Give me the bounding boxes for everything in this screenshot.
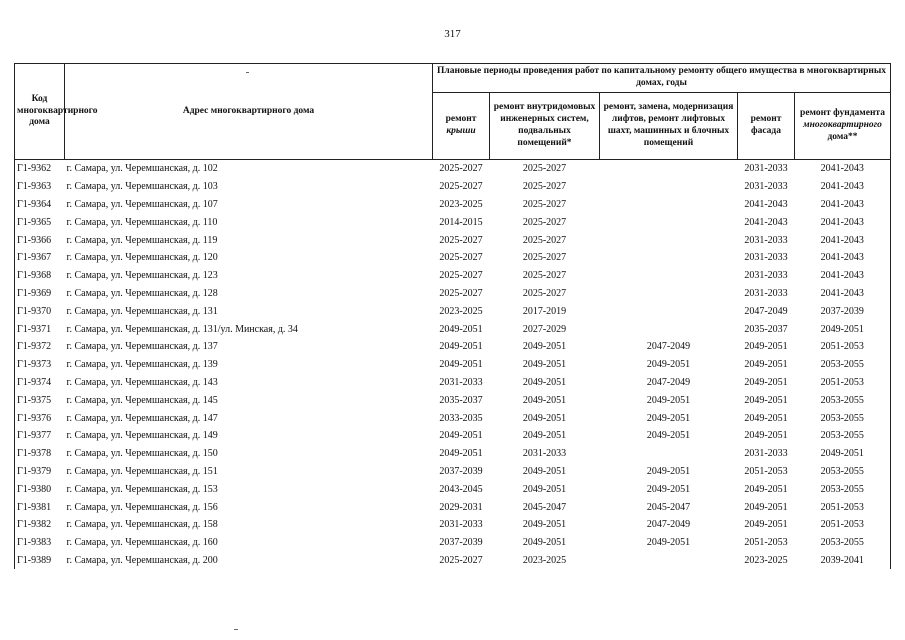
cell-roof: 2031-2033 <box>439 519 483 531</box>
table-row <box>15 302 891 320</box>
cell-lifts: 2047-2049 <box>646 341 691 353</box>
cell-systems: 2025-2027 <box>522 234 567 246</box>
cell-facade: 2049-2051 <box>744 430 788 442</box>
cell-lifts: 2047-2049 <box>646 376 691 388</box>
cell-address: г. Самара, ул. Черемшанская, д. 139 <box>66 359 218 371</box>
cell-address: г. Самара, ул. Черемшанская, д. 103 <box>66 181 218 193</box>
cell-code: Г1-9363 <box>15 178 65 196</box>
cell-roof: 2049-2051 <box>439 341 483 353</box>
cell-code: Г1-9372 <box>15 338 65 356</box>
cell-systems: 2045-2047 <box>522 501 567 513</box>
cell-foundation: 2053-2055 <box>795 534 891 552</box>
table-row <box>15 516 891 534</box>
table-row <box>15 213 891 231</box>
cell-lifts <box>600 302 738 320</box>
cell-systems: 2049-2051 <box>522 359 567 371</box>
cell-foundation: 2051-2053 <box>795 498 891 516</box>
cell-lifts <box>600 445 738 463</box>
cell-facade: 2049-2051 <box>744 394 788 406</box>
cell-roof: 2043-2045 <box>439 483 483 495</box>
cell-address: г. Самара, ул. Черемшанская, д. 200 <box>66 554 218 566</box>
cell-address: г. Самара, ул. Черемшанская, д. 128 <box>66 287 218 299</box>
cell-foundation: 2049-2051 <box>795 320 891 338</box>
cell-systems: 2027-2029 <box>522 323 567 335</box>
cell-facade: 2051-2053 <box>744 465 788 477</box>
repair-schedule-table <box>14 63 891 569</box>
cell-facade: 2049-2051 <box>744 519 788 531</box>
cell-lifts <box>600 213 738 231</box>
cell-roof: 2025-2027 <box>439 287 483 299</box>
cell-systems: 2049-2051 <box>522 465 567 477</box>
cell-foundation: 2041-2043 <box>795 213 891 231</box>
cell-roof: 2049-2051 <box>439 323 483 335</box>
header-foundation-line1: ремонт фундамента <box>800 108 885 119</box>
cell-roof: 2037-2039 <box>439 537 483 549</box>
cell-facade: 2031-2033 <box>744 252 788 264</box>
cell-code: Г1-9364 <box>15 196 65 214</box>
cell-code: Г1-9377 <box>15 427 65 445</box>
scan-mark-bottom <box>234 629 238 630</box>
cell-facade: 2031-2033 <box>744 181 788 193</box>
cell-systems: 2025-2027 <box>522 163 567 175</box>
cell-code: Г1-9366 <box>15 231 65 249</box>
cell-code: Г1-9381 <box>15 498 65 516</box>
cell-foundation: 2041-2043 <box>795 196 891 214</box>
cell-roof: 2023-2025 <box>439 305 483 317</box>
header-facade-line1: ремонт <box>750 114 782 125</box>
cell-lifts <box>600 285 738 303</box>
table-row <box>15 445 891 463</box>
cell-address: г. Самара, ул. Черемшанская, д. 137 <box>66 341 218 353</box>
cell-systems: 2031-2033 <box>522 448 567 460</box>
header-systems: ремонт внутридомовых инженерных систем, подвальных помещений* <box>490 93 600 160</box>
cell-address: г. Самара, ул. Черемшанская, д. 145 <box>66 394 218 406</box>
table-row <box>15 427 891 445</box>
table-row <box>15 534 891 552</box>
table-row <box>15 320 891 338</box>
cell-facade: 2031-2033 <box>744 448 788 460</box>
cell-systems: 2017-2019 <box>522 305 567 317</box>
header-lifts: ремонт, замена, модернизация лифтов, ремонт лифтовых шахт, машинных и блочных помещений <box>600 93 738 160</box>
header-facade <box>738 93 795 160</box>
cell-systems: 2049-2051 <box>522 519 567 531</box>
cell-code: Г1-9379 <box>15 463 65 481</box>
cell-facade: 2049-2051 <box>744 341 788 353</box>
cell-systems: 2049-2051 <box>522 376 567 388</box>
cell-code: Г1-9365 <box>15 213 65 231</box>
header-facade-line2: фасада <box>751 126 781 136</box>
cell-address: г. Самара, ул. Черемшанская, д. 150 <box>66 448 218 460</box>
cell-code: Г1-9371 <box>15 320 65 338</box>
header-address: Адрес многоквартирного дома <box>65 64 433 160</box>
cell-systems: 2023-2025 <box>522 554 567 566</box>
cell-systems: 2049-2051 <box>522 483 567 495</box>
cell-facade: 2041-2043 <box>744 216 788 228</box>
cell-foundation: 2053-2055 <box>795 463 891 481</box>
cell-code: Г1-9378 <box>15 445 65 463</box>
header-roof <box>433 93 490 160</box>
cell-address: г. Самара, ул. Черемшанская, д. 147 <box>66 412 218 424</box>
cell-address: г. Самара, ул. Черемшанская, д. 149 <box>66 430 218 442</box>
cell-lifts: 2049-2051 <box>646 394 691 406</box>
cell-facade: 2023-2025 <box>744 554 788 566</box>
cell-foundation: 2053-2055 <box>795 356 891 374</box>
cell-code: Г1-9375 <box>15 391 65 409</box>
table-row <box>15 552 891 570</box>
cell-systems: 2025-2027 <box>522 216 567 228</box>
page-number: 317 <box>444 28 461 40</box>
cell-address: г. Самара, ул. Черемшанская, д. 160 <box>66 537 218 549</box>
cell-systems: 2025-2027 <box>522 198 567 210</box>
cell-foundation: 2053-2055 <box>795 427 891 445</box>
cell-address: г. Самара, ул. Черемшанская, д. 119 <box>66 234 218 246</box>
cell-address: г. Самара, ул. Черемшанская, д. 131 <box>66 305 218 317</box>
cell-lifts: 2049-2051 <box>646 412 691 424</box>
cell-code: Г1-9374 <box>15 374 65 392</box>
cell-address: г. Самара, ул. Черемшанская, д. 153 <box>66 483 218 495</box>
table-row <box>15 160 891 178</box>
cell-systems: 2049-2051 <box>522 537 567 549</box>
cell-facade: 2041-2043 <box>744 198 788 210</box>
cell-lifts: 2049-2051 <box>646 537 691 549</box>
cell-roof: 2025-2027 <box>439 181 483 193</box>
cell-address: г. Самара, ул. Черемшанская, д. 131/ул. Минская, д. 34 <box>66 323 298 335</box>
cell-code: Г1-9362 <box>15 160 65 178</box>
cell-address: г. Самара, ул. Черемшанская, д. 156 <box>66 501 218 513</box>
cell-systems: 2025-2027 <box>522 287 567 299</box>
cell-roof: 2049-2051 <box>439 430 483 442</box>
cell-lifts: 2047-2049 <box>646 519 691 531</box>
cell-roof: 2025-2027 <box>439 270 483 282</box>
cell-roof: 2037-2039 <box>439 465 483 477</box>
cell-foundation: 2041-2043 <box>795 267 891 285</box>
cell-foundation: 2041-2043 <box>795 249 891 267</box>
cell-address: г. Самара, ул. Черемшанская, д. 123 <box>66 270 218 282</box>
cell-code: Г1-9368 <box>15 267 65 285</box>
cell-systems: 2049-2051 <box>522 430 567 442</box>
table-row <box>15 249 891 267</box>
cell-systems: 2049-2051 <box>522 412 567 424</box>
header-roof-line2: крыши <box>446 126 476 136</box>
table-row <box>15 338 891 356</box>
cell-facade: 2031-2033 <box>744 163 788 175</box>
cell-lifts <box>600 196 738 214</box>
cell-code: Г1-9383 <box>15 534 65 552</box>
cell-facade: 2049-2051 <box>744 501 788 513</box>
table-row <box>15 196 891 214</box>
cell-code: Г1-9380 <box>15 480 65 498</box>
cell-foundation: 2041-2043 <box>795 160 891 178</box>
table-row <box>15 480 891 498</box>
cell-code: Г1-9389 <box>15 552 65 570</box>
cell-facade: 2051-2053 <box>744 537 788 549</box>
cell-lifts <box>600 552 738 570</box>
cell-facade: 2049-2051 <box>744 359 788 371</box>
cell-facade: 2049-2051 <box>744 376 788 388</box>
cell-facade: 2035-2037 <box>744 323 788 335</box>
cell-foundation: 2037-2039 <box>795 302 891 320</box>
cell-foundation: 2049-2051 <box>795 445 891 463</box>
cell-address: г. Самара, ул. Черемшанская, д. 151 <box>66 465 218 477</box>
table-row <box>15 498 891 516</box>
cell-roof: 2014-2015 <box>439 216 483 228</box>
table-row <box>15 391 891 409</box>
cell-foundation: 2051-2053 <box>795 338 891 356</box>
cell-roof: 2031-2033 <box>439 376 483 388</box>
cell-roof: 2049-2051 <box>439 359 483 371</box>
cell-foundation: 2051-2053 <box>795 516 891 534</box>
cell-systems: 2025-2027 <box>522 181 567 193</box>
table-row <box>15 267 891 285</box>
cell-lifts: 2049-2051 <box>646 359 691 371</box>
cell-lifts: 2049-2051 <box>646 430 691 442</box>
table-row <box>15 463 891 481</box>
cell-foundation: 2053-2055 <box>795 480 891 498</box>
cell-address: г. Самара, ул. Черемшанская, д. 158 <box>66 519 218 531</box>
cell-roof: 2025-2027 <box>439 554 483 566</box>
cell-lifts <box>600 178 738 196</box>
cell-address: г. Самара, ул. Черемшанская, д. 102 <box>66 163 218 175</box>
table-row <box>15 374 891 392</box>
cell-systems: 2049-2051 <box>522 394 567 406</box>
cell-foundation: 2053-2055 <box>795 409 891 427</box>
cell-lifts: 2049-2051 <box>646 465 691 477</box>
cell-facade: 2031-2033 <box>744 287 788 299</box>
cell-lifts <box>600 160 738 178</box>
cell-lifts <box>600 231 738 249</box>
table-body <box>15 160 891 570</box>
header-foundation-line3: дома** <box>827 131 858 142</box>
cell-systems: 2025-2027 <box>522 270 567 282</box>
cell-roof: 2049-2051 <box>439 448 483 460</box>
cell-lifts: 2049-2051 <box>646 483 691 495</box>
header-roof-line1: ремонт <box>445 114 477 125</box>
cell-systems: 2049-2051 <box>522 341 567 353</box>
cell-address: г. Самара, ул. Черемшанская, д. 143 <box>66 376 218 388</box>
cell-foundation: 2039-2041 <box>795 552 891 570</box>
cell-code: Г1-9382 <box>15 516 65 534</box>
cell-roof: 2023-2025 <box>439 198 483 210</box>
cell-facade: 2049-2051 <box>744 412 788 424</box>
header-foundation <box>795 93 891 160</box>
table-row <box>15 285 891 303</box>
cell-facade: 2031-2033 <box>744 270 788 282</box>
cell-facade: 2049-2051 <box>744 483 788 495</box>
cell-code: Г1-9367 <box>15 249 65 267</box>
cell-foundation: 2041-2043 <box>795 231 891 249</box>
cell-lifts <box>600 267 738 285</box>
cell-roof: 2029-2031 <box>439 501 483 513</box>
cell-lifts <box>600 320 738 338</box>
cell-code: Г1-9373 <box>15 356 65 374</box>
cell-foundation: 2053-2055 <box>795 391 891 409</box>
cell-roof: 2025-2027 <box>439 163 483 175</box>
cell-foundation: 2051-2053 <box>795 374 891 392</box>
cell-systems: 2025-2027 <box>522 252 567 264</box>
cell-address: г. Самара, ул. Черемшанская, д. 107 <box>66 198 218 210</box>
cell-address: г. Самара, ул. Черемшанская, д. 110 <box>66 216 218 228</box>
cell-lifts <box>600 249 738 267</box>
table-row <box>15 231 891 249</box>
table-row <box>15 409 891 427</box>
table-row <box>15 356 891 374</box>
cell-roof: 2035-2037 <box>439 394 483 406</box>
cell-facade: 2031-2033 <box>744 234 788 246</box>
header-work-periods: Плановые периоды проведения работ по капитальному ремонту общего имущества в многоквартирных домах, годы <box>433 64 891 93</box>
cell-facade: 2047-2049 <box>744 305 788 317</box>
cell-lifts: 2045-2047 <box>646 501 691 513</box>
cell-address: г. Самара, ул. Черемшанская, д. 120 <box>66 252 218 264</box>
cell-code: Г1-9376 <box>15 409 65 427</box>
cell-foundation: 2041-2043 <box>795 178 891 196</box>
header-foundation-line2: многоквартирного <box>803 120 882 131</box>
table-row <box>15 178 891 196</box>
cell-foundation: 2041-2043 <box>795 285 891 303</box>
header-code: Код многоквартирного дома <box>15 64 65 160</box>
cell-roof: 2033-2035 <box>439 412 483 424</box>
cell-code: Г1-9369 <box>15 285 65 303</box>
cell-code: Г1-9370 <box>15 302 65 320</box>
cell-roof: 2025-2027 <box>439 234 483 246</box>
cell-roof: 2025-2027 <box>439 252 483 264</box>
